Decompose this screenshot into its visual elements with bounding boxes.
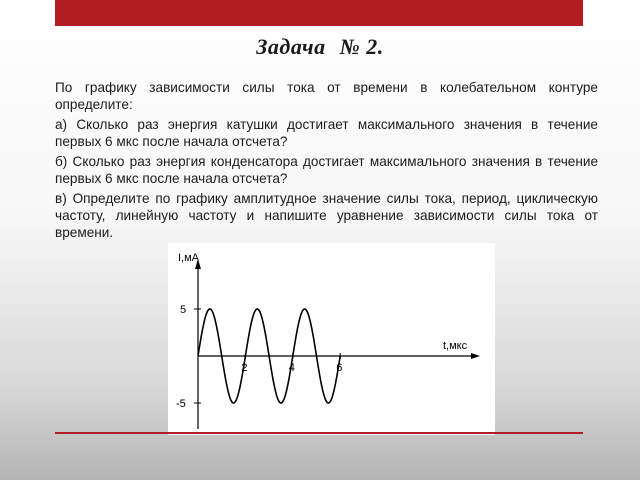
task-intro: По графику зависимости силы тока от времени в колебательном контуре определите: [55, 80, 598, 112]
task-text [55, 79, 598, 244]
chart-svg [168, 243, 495, 435]
title-number: № 2. [339, 34, 384, 59]
x-axis-arrow [471, 353, 480, 359]
task-item-b: б) Сколько раз энергия конденсатора достигает максимального значения в течение первых 6 мкс после начала отсчета? [55, 154, 598, 186]
slide-title [0, 34, 640, 60]
task-item-a: а) Сколько раз энергия катушки достигает максимального значения в течение первых 6 мкс после начала отсчета? [55, 117, 598, 149]
x-axis-label: t,мкс [443, 340, 468, 352]
x-tick-label-2: 2 [241, 362, 248, 374]
current-graph [168, 243, 495, 435]
y-axis-label: I,мА [178, 252, 200, 264]
top-accent-bar [55, 0, 583, 26]
x-tick-label-6: 6 [336, 362, 343, 374]
y-tick-label-5: 5 [180, 304, 187, 316]
y-tick-label--5: -5 [176, 398, 186, 410]
x-tick-label-4: 4 [288, 362, 295, 374]
bottom-accent-line [55, 432, 583, 434]
title-word: Задача [256, 34, 326, 59]
task-item-c: в) Определите по графику амплитудное значение силы тока, период, циклическую частоту, линейную частоту и напишите уравнение зависимости силы тока от времени. [55, 191, 598, 240]
